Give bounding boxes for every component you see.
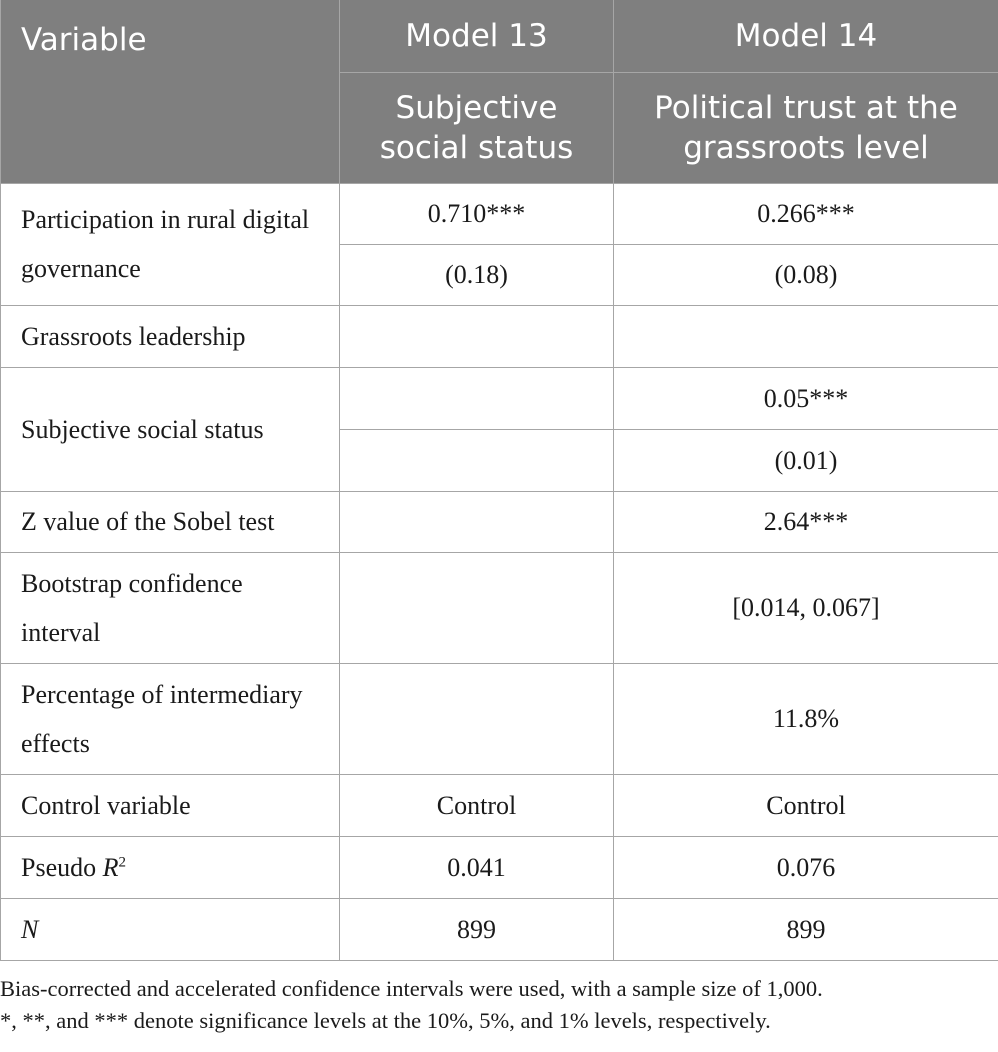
value-cell: 899 (614, 898, 998, 960)
row-label: N (1, 898, 340, 960)
se-cell: (0.08) (614, 244, 998, 305)
table-row (1, 898, 998, 960)
value-cell (614, 305, 998, 367)
table-row (1, 183, 998, 244)
value-cell: [0.014, 0.067] (614, 552, 998, 663)
row-label: Grassroots leadership (1, 305, 340, 367)
header-model-13: Model 13 (340, 0, 614, 72)
table-row (1, 491, 998, 552)
row-label: Z value of the Sobel test (1, 491, 340, 552)
table-row (1, 367, 998, 429)
header-model-14: Model 14 (614, 0, 998, 72)
header-variable: Variable (1, 0, 340, 183)
value-cell: 11.8% (614, 663, 998, 774)
row-label: Percentage of intermediary effects (1, 663, 340, 774)
table-row (1, 774, 998, 836)
value-cell (340, 305, 614, 367)
table-row (1, 552, 998, 663)
row-label: Participation in rural digital governance (1, 183, 340, 305)
coef-cell: 0.266*** (614, 183, 998, 244)
table-footnote (0, 973, 998, 1037)
header-dependent-variable-13: Subjective social status (340, 72, 614, 183)
footnote-line: *, **, and *** denote significance levels at the 10%, 5%, and 1% levels, respectively. (0, 1008, 771, 1033)
superscript-two: 2 (118, 853, 127, 870)
se-cell: (0.01) (614, 429, 998, 491)
value-cell (340, 552, 614, 663)
table-row (1, 836, 998, 898)
row-label: Subjective social status (1, 367, 340, 491)
se-cell: (0.18) (340, 244, 614, 305)
table-row (1, 305, 998, 367)
pseudo-label-text: Pseudo (21, 852, 103, 882)
coef-cell (340, 367, 614, 429)
value-cell (340, 491, 614, 552)
value-cell: 0.041 (340, 836, 614, 898)
value-cell: Control (614, 774, 998, 836)
row-label (1, 836, 340, 898)
coef-cell: 0.710*** (340, 183, 614, 244)
footnote-line: Bias-corrected and accelerated confidence intervals were used, with a sample size of 1,000. (0, 976, 823, 1001)
row-label: Bootstrap confidence interval (1, 552, 340, 663)
value-cell: Control (340, 774, 614, 836)
value-cell (340, 663, 614, 774)
coef-cell: 0.05*** (614, 367, 998, 429)
value-cell: 2.64*** (614, 491, 998, 552)
value-cell: 0.076 (614, 836, 998, 898)
value-cell: 899 (340, 898, 614, 960)
row-label: Control variable (1, 774, 340, 836)
table-row (1, 663, 998, 774)
r-symbol: R (102, 852, 119, 882)
se-cell (340, 429, 614, 491)
header-dependent-variable-14: Political trust at the grassroots level (614, 72, 998, 183)
